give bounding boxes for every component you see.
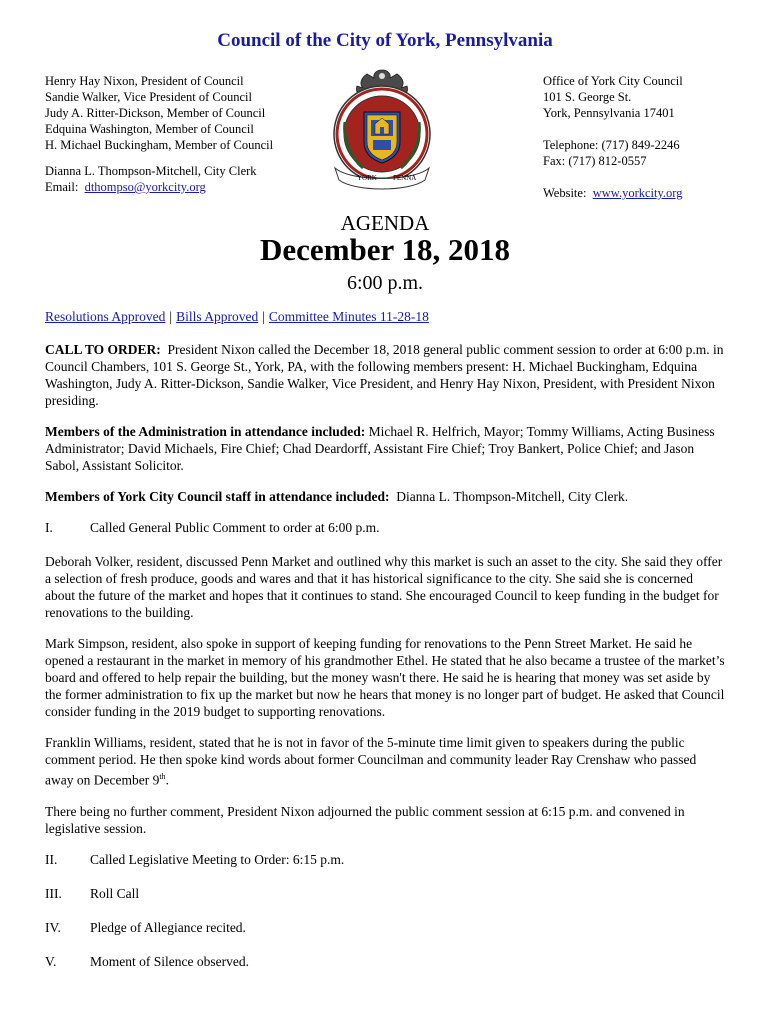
agenda-item-5 — [45, 953, 725, 970]
page-title: Council of the City of York, Pennsylvania — [217, 30, 553, 51]
link-separator: | — [262, 309, 265, 324]
office-telephone: Telephone: (717) 849-2246 — [543, 138, 680, 152]
office-info — [543, 73, 683, 201]
administration-label: Members of the Administration in attendance included: — [45, 424, 366, 439]
agenda-item-number: II. — [45, 851, 58, 867]
williams-comment-end: . — [165, 772, 169, 788]
clerk-name: Dianna L. Thompson-Mitchell, City Clerk — [45, 164, 257, 178]
minutes-body — [45, 341, 725, 987]
clerk-email-label: Email: — [45, 180, 79, 194]
agenda-item-number: V. — [45, 953, 57, 969]
williams-comment-superscript: th — [159, 772, 166, 781]
agenda-item-text: Pledge of Allegiance recited. — [90, 919, 246, 935]
member-washington: Edquina Washington, Member of Council — [45, 122, 254, 136]
quick-links — [45, 309, 429, 325]
office-city: York, Pennsylvania 17401 — [543, 106, 675, 120]
member-president: Henry Hay Nixon, President of Council — [45, 74, 244, 88]
agenda-item-number: IV. — [45, 919, 61, 935]
administration-text: Michael R. Helfrich, Mayor; Tommy Williams, Acting Business Administrator; David Michaels, Fire Chief; Chad Deardorff, Assistant Fire Chief; Troy Bankert, Police Chief; and Jason Sabol, Assistant Solicitor. — [45, 424, 715, 473]
agenda-item-text: Roll Call — [90, 885, 140, 901]
agenda-heading: AGENDA — [340, 211, 430, 235]
clerk-info — [45, 163, 257, 195]
agenda-time: 6:00 p.m. — [346, 272, 424, 294]
agenda-item-text: Called Legislative Meeting to Order: 6:15 p.m. — [90, 851, 345, 867]
williams-comment — [45, 734, 725, 789]
council-members-list — [45, 73, 273, 153]
clerk-email-line — [45, 179, 257, 195]
call-to-order-label: CALL TO ORDER: — [45, 342, 161, 357]
office-fax: Fax: (717) 812-0557 — [543, 154, 647, 168]
agenda-item-4 — [45, 919, 725, 936]
council-staff-paragraph — [45, 488, 725, 505]
office-website-line — [543, 185, 683, 201]
bills-approved-link[interactable]: Bills Approved — [176, 309, 259, 324]
administration-paragraph — [45, 423, 725, 474]
council-staff-label: Members of York City Council staff in attendance included: — [45, 489, 390, 504]
agenda-date: December 18, 2018 — [260, 232, 510, 267]
seal-text-left: YORK — [357, 174, 377, 182]
resolutions-approved-link[interactable]: Resolutions Approved — [45, 309, 166, 324]
agenda-item-number: I. — [45, 520, 53, 535]
city-seal-icon — [321, 64, 443, 196]
council-staff-text: Dianna L. Thompson-Mitchell, City Clerk. — [396, 489, 629, 504]
simpson-comment: Mark Simpson, resident, also spoke in support of keeping funding for renovations to the Penn Street Market. He said he opened a restaurant in the market in memory of his grandmother Ethel. He stated that he also became a trustee of the market’s board and offered to help repair the building, but the money wasn't there. He said he is hearing that money was set aside by the former administration to fix up the market but now he hears that money is no longer part of budget. He asked that Council consider funding in the 2019 budget to supporting renovations. — [45, 636, 725, 719]
call-to-order-text: President Nixon called the December 18, 2018 general public comment session to order at 6:00 p.m. in Council Chambers, 101 S. George St., York, PA, with the following members present: H. Michael Buckingham, Edquina Washington, Judy A. Ritter-Dickson, Sandie Walker, Vice President, and Henry Hay Nixon, President, with President Nixon presiding. — [45, 342, 724, 408]
seal-text-right: PENNA — [393, 174, 417, 182]
link-separator: | — [169, 309, 173, 324]
volker-comment: Deborah Volker, resident, discussed Penn Market and outlined why this market is such an asset to the city. She said they offer a selection of fresh produce, goods and wares and that it has historical significance to the city. She said she is concerned about the future of the market and hopes that it continues to stand. She encouraged Council to keep funding in the budget for renovations to the building. — [45, 554, 723, 620]
adjourn-paragraph: There being no further comment, President Nixon adjourned the public comment session at 6:15 p.m. and convened in legislative session. — [45, 803, 685, 836]
williams-comment-text: Franklin Williams, resident, stated that he is not in favor of the 5-minute time limit given to speakers during the public comment period. He then spoke kind words about former Councilman and community leader Ray Crenshaw who passed away on December 9 — [45, 735, 697, 788]
agenda-item-2 — [45, 851, 725, 868]
call-to-order-paragraph — [45, 341, 725, 409]
agenda-item-text: Moment of Silence observed. — [90, 953, 249, 969]
member-vice-president: Sandie Walker, Vice President of Council — [45, 90, 252, 104]
office-street: 101 S. George St. — [543, 90, 632, 104]
member-ritter-dickson: Judy A. Ritter-Dickson, Member of Council — [45, 106, 266, 120]
member-buckingham: H. Michael Buckingham, Member of Council — [45, 138, 274, 152]
committee-minutes-link[interactable]: Committee Minutes 11-28-18 — [268, 309, 429, 324]
agenda-item-text: Called General Public Comment to order at 6:00 p.m. — [90, 520, 380, 535]
agenda-item-3 — [45, 885, 725, 902]
office-name: Office of York City Council — [543, 74, 683, 88]
office-website-label: Website: — [543, 186, 587, 200]
agenda-item-number: III. — [45, 885, 62, 901]
office-website-link[interactable]: www.yorkcity.org — [592, 186, 683, 200]
clerk-email-link[interactable]: dthompso@yorkcity.org — [84, 180, 206, 194]
agenda-item-1 — [45, 519, 725, 536]
